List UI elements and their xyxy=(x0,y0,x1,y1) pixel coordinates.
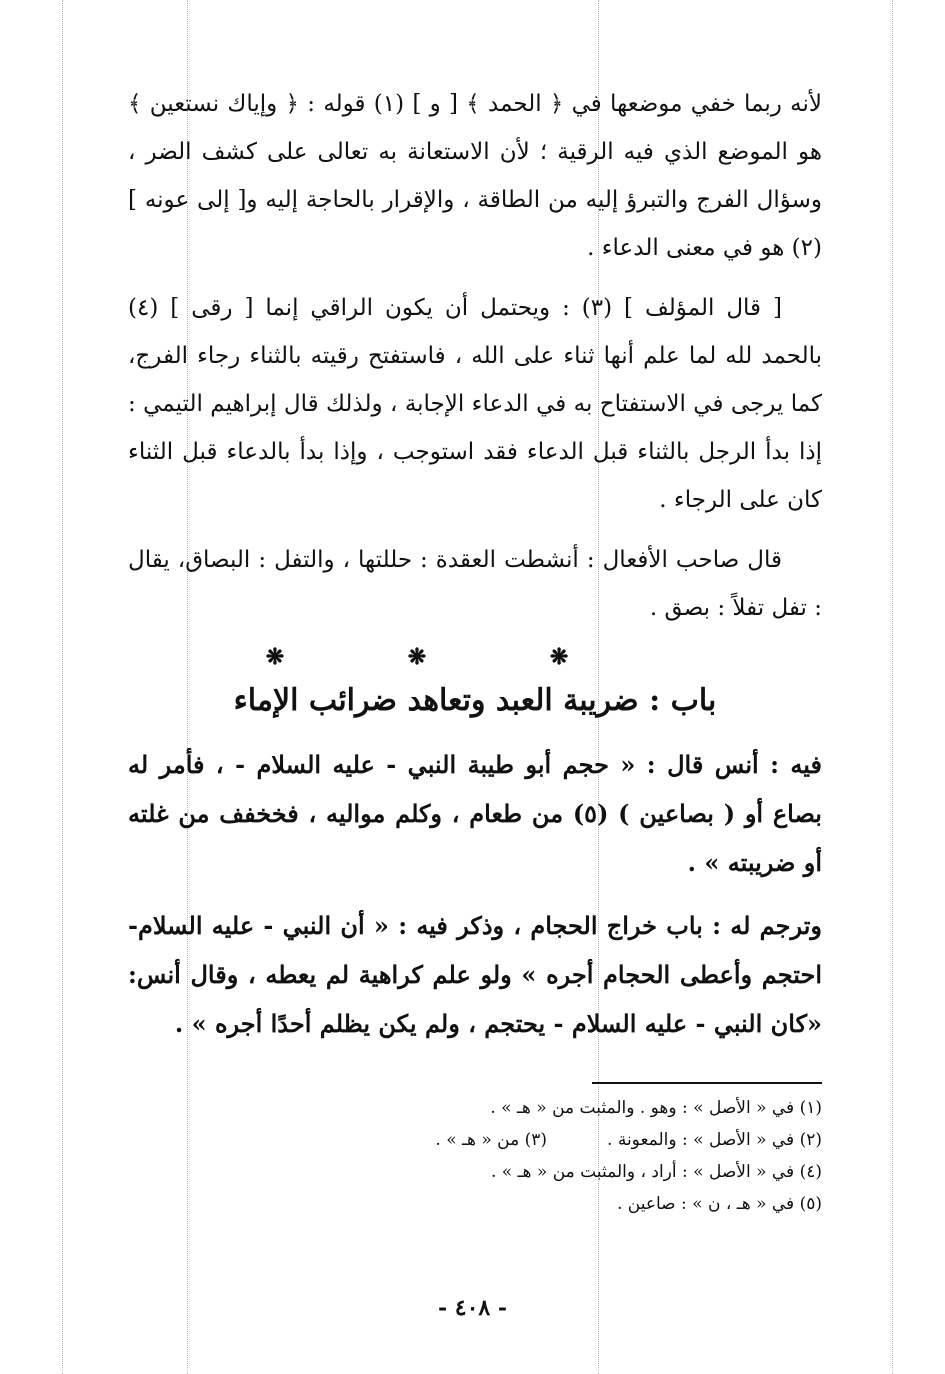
chapter-heading: باب : ضريبة العبد وتعاهد ضرائب الإماء xyxy=(233,683,717,718)
footnote-4: (٤) في « الأصل » : أراد ، والمثبت من « هـ » . xyxy=(490,1162,822,1182)
paragraph-ruqya-hamd: لأنه ربما خفي موضعها في ﴿ الحمد ﴾ [ و ] (١) قوله : ﴿ وإياك نستعين ﴾ هو الموضع الذي فيه الرقية ؛ لأن الاستعانة به تعالى على كشف الضر ، وسؤال الفرج والتبرؤ إليه من الطاقة ، والإقرار بالحاجة إليه و[ إلى عونه ] (٢) هو في معنى الدعاء . xyxy=(128,91,822,261)
footnote-1: (١) في « الأصل » : وهو . والمثبت من « هـ » . xyxy=(490,1098,822,1118)
footnote-separator-rule xyxy=(592,1082,822,1084)
hadith-paragraph-hajjam: وترجم له : باب خراج الحجام ، وذكر فيه : « أن النبي - عليه السلام- احتجم وأعطى الحجام أجره » ولو علم كراهية لم يعطه ، وقال أنس: «كان النبي - عليه السلام - يحتجم ، ولم يكن يظلم أحدًا أجره » . xyxy=(128,911,822,1038)
footnote-2: (٢) في « الأصل » : والمعونة . xyxy=(607,1130,822,1150)
page-body xyxy=(128,80,822,1220)
scan-artifact-line xyxy=(62,0,63,1374)
hadith-paragraph-abu-tayba: فيه : أنس قال : « حجم أبو طيبة النبي - عليه السلام - ، فأمر له بصاع أو ( بصاعين ) (٥) من طعام ، وكلم مواليه ، فخخفف من غلته أو ضريبته » . xyxy=(128,750,822,877)
footnote-rule-wrap xyxy=(128,1060,822,1092)
footnote-2-3 xyxy=(128,1124,822,1156)
section-separator-stars: ❋ ❋ ❋ xyxy=(265,644,627,670)
footnote-5: (٥) في « هـ ، ن » : صاعين . xyxy=(616,1194,822,1214)
paragraph-author-note: [ قال المؤلف ] (٣) : ويحتمل أن يكون الراقي إنما [ رقى ] (٤) بالحمد لله لما علم أنها ثناء على الله ، فاستفتح رقيته بالثناء رجاء الفرج، كما يرجى في الاستفتاح به في الدعاء الإجابة ، ولذلك قال إبراهيم التيمي : إذا بدأ الرجل بالثناء قبل الدعاء فقد استوجب ، وإذا بدأ بالدعاء قبل الثناء كان على الرجاء . xyxy=(128,295,822,513)
scan-artifact-line xyxy=(892,0,893,1374)
footnotes xyxy=(128,1092,822,1220)
footnote-3: (٣) من « هـ » . xyxy=(435,1130,548,1150)
paragraph-afaal-definition: قال صاحب الأفعال : أنشطت العقدة : حللتها ، والتفل : البصاق، يقال : تفل تفلاً : بصق . xyxy=(128,547,822,621)
page-number: - ٤٠٨ - xyxy=(437,1295,508,1321)
